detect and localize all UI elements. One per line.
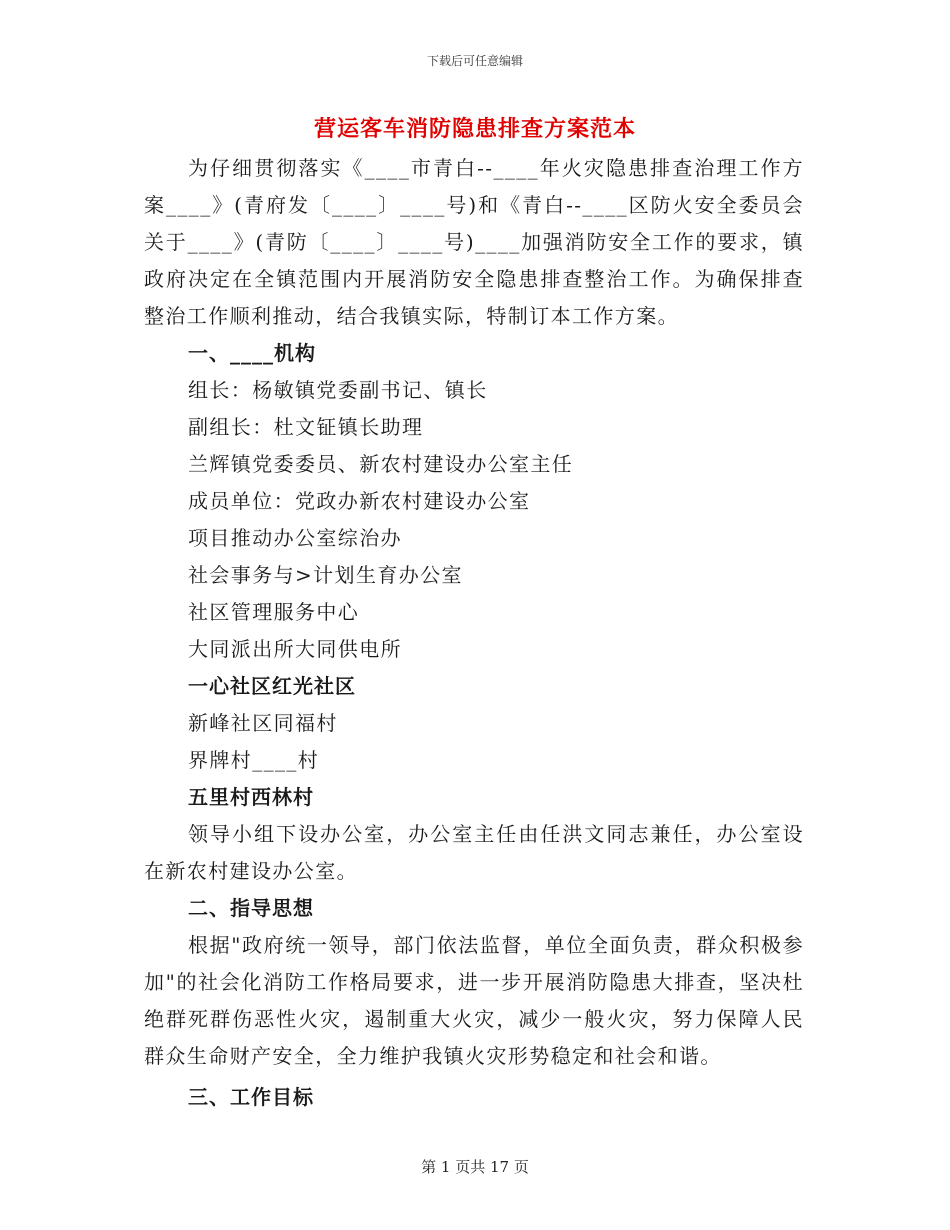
village-line-bold: 五里村西林村: [188, 785, 314, 809]
section-1-line: 新峰社区同福村: [188, 711, 338, 735]
section-1-line: 组长：杨敏镇党委副书记、镇长: [188, 378, 488, 402]
document-title: 营运客车消防隐患排查方案范本: [313, 116, 636, 142]
community-line-bold: 一心社区红光社区: [188, 674, 356, 698]
intro-paragraph: 为仔细贯彻落实《____市青白--____年火灾隐患排查治理工作方案____》(青府发〔____〕____号)和《青白--____区防火安全委员会关于____》(青防〔____〕____号)____加强消防安全工作的要求，镇政府决定在全镇范围内开展消防安全隐患排查整治工作。为确保排查整治工作顺利推动，结合我镇实际，特制订本工作方案。: [144, 156, 804, 328]
section-1-line: 社会事务与>计划生育办公室: [188, 563, 463, 587]
page-number-footer: 第 1 页共 17 页: [421, 1158, 529, 1176]
section-1-line: 成员单位：党政办新农村建设办公室: [188, 489, 531, 513]
section-1-line: 副组长：杜文钲镇长助理: [188, 415, 424, 439]
section-1-line: 项目推动办公室综治办: [188, 526, 402, 550]
section-2-paragraph: 根据"政府统一领导，部门依法监督，单位全面负责，群众积极参加"的社会化消防工作格局要求，进一步开展消防隐患大排查，坚决杜绝群死群伤恶性火灾，遏制重大火灾，减少一般火灾，努力保障人民群众生命财产安全，全力维护我镇火灾形势稳定和社会和谐。: [144, 933, 804, 1068]
section-1-heading: 一、____机构: [188, 341, 316, 365]
section-1-line: 界牌村____村: [188, 748, 320, 772]
section-1-line: 大同派出所大同供电所: [188, 637, 402, 661]
section-1-line: 社区管理服务中心: [188, 600, 360, 624]
office-paragraph: 领导小组下设办公室，办公室主任由任洪文同志兼任，办公室设在新农村建设办公室。: [144, 822, 804, 883]
page-header-note: 下载后可任意编辑: [426, 54, 523, 68]
document-body: [144, 150, 804, 1116]
section-2-heading: 二、指导思想: [188, 896, 314, 920]
section-1-line: 兰辉镇党委委员、新农村建设办公室主任: [188, 452, 574, 476]
section-3-heading: 三、工作目标: [188, 1085, 314, 1109]
